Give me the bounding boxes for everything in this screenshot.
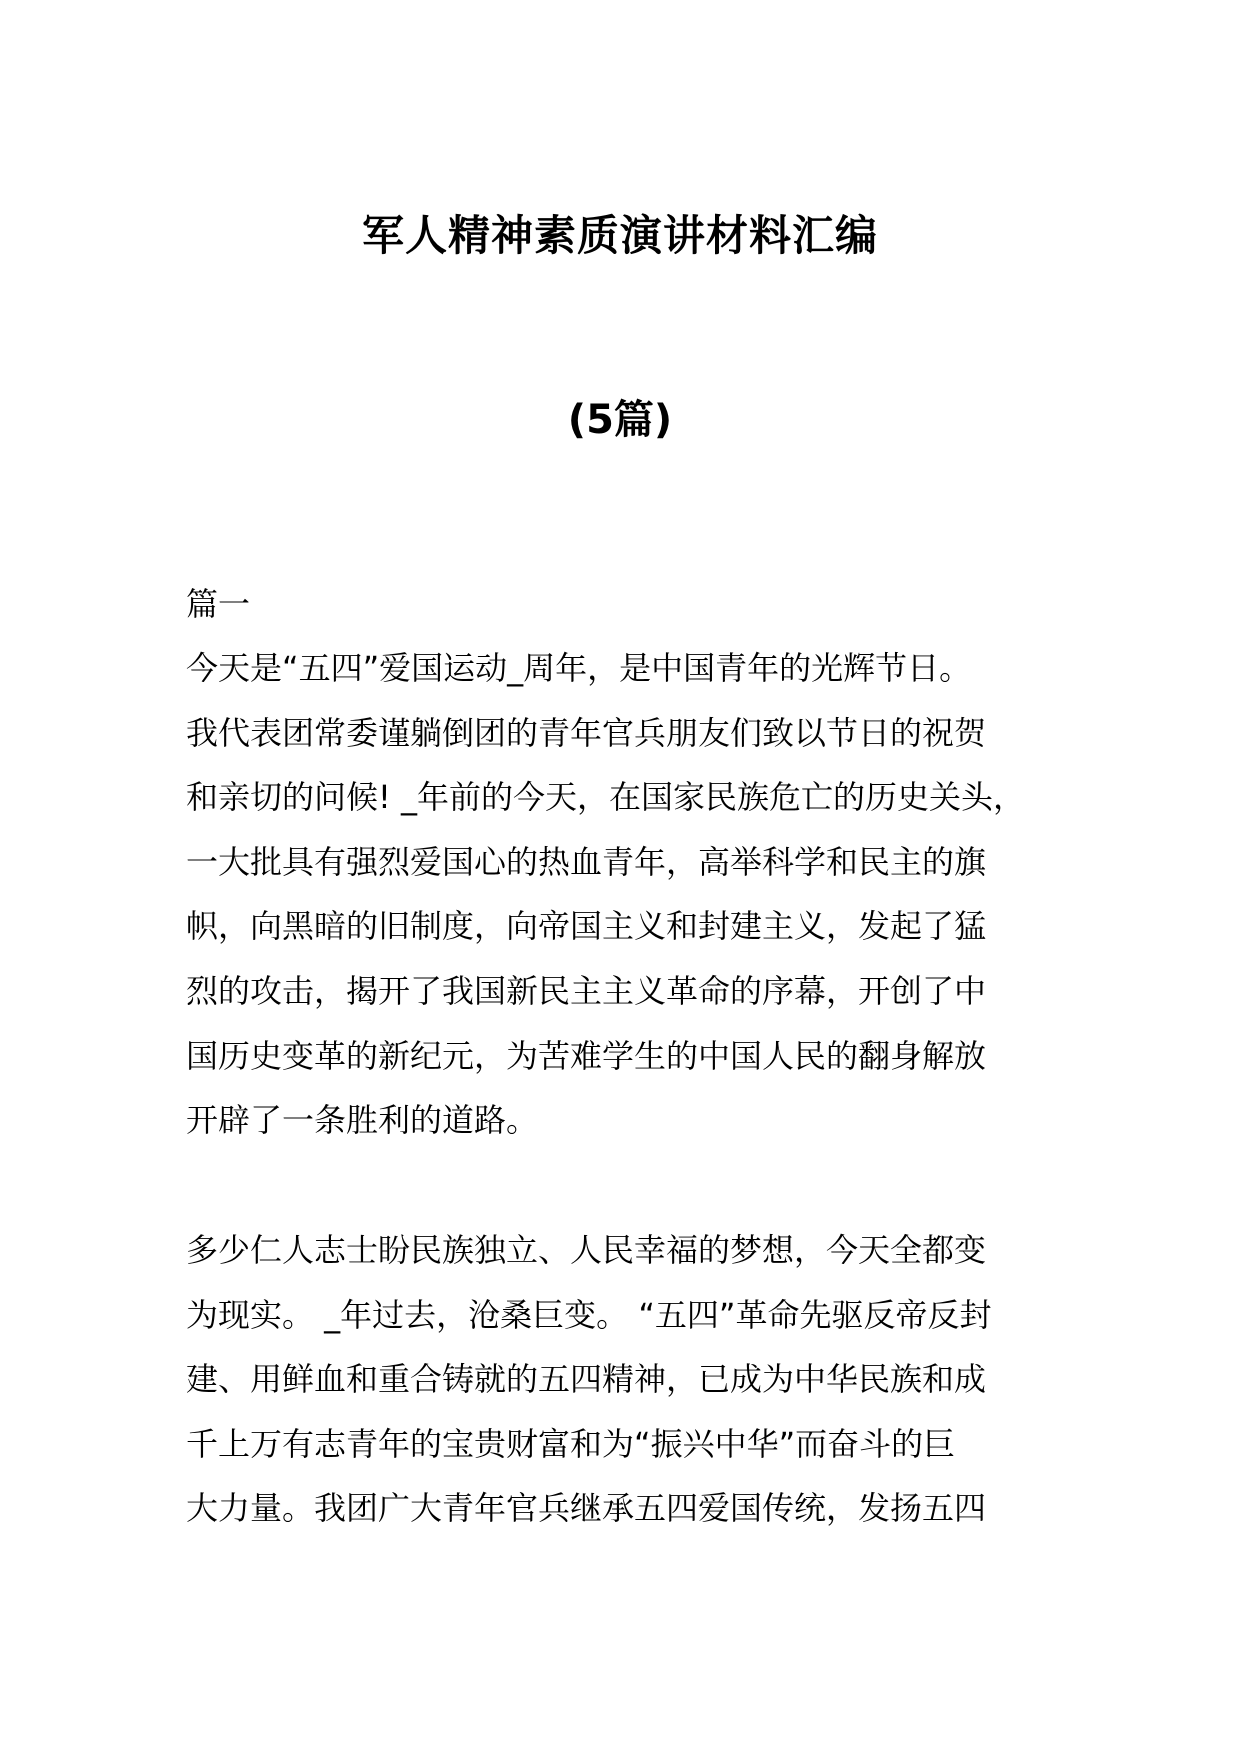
paragraph-line: 今天是“五四”爱国运动_周年，是中国青年的光辉节日。 <box>186 649 972 687</box>
document-subtitle: (5篇) <box>567 397 673 443</box>
paragraph-line: 多少仁人志士盼民族独立、人民幸福的梦想，今天全都变 <box>186 1231 987 1269</box>
paragraph-1 <box>186 636 1086 1153</box>
paragraph-2 <box>186 1218 1086 1541</box>
paragraph-line: 帜，向黑暗的旧制度，向帝国主义和封建主义，发起了猛 <box>186 907 987 946</box>
paragraph-line: 和亲切的问候! _年前的今天，在国家民族危亡的历史关头， <box>186 778 1026 817</box>
paragraph-line: 烈的攻击，揭开了我国新民主主义革命的序幕，开创了中 <box>186 971 987 1010</box>
document-title: 军人精神素质演讲材料汇编 <box>361 211 878 260</box>
paragraph-line: 大力量。我团广大青年官兵继承五四爱国传统，发扬五四 <box>186 1489 987 1528</box>
paragraph-line: 国历史变革的新纪元，为苦难学生的中国人民的翻身解放 <box>186 1036 987 1075</box>
paragraph-line: 建、用鲜血和重合铸就的五四精神，已成为中华民族和成 <box>186 1360 987 1399</box>
paragraph-line: 开辟了一条胜利的道路。 <box>186 1101 539 1140</box>
section-heading: 篇一 <box>186 585 251 623</box>
paragraph-line: 千上万有志青年的宝贵财富和为“振兴中华”而奋斗的巨 <box>186 1424 956 1463</box>
paragraph-line: 为现实。 _年过去，沧桑巨变。 “五四”革命先驱反帝反封 <box>186 1295 992 1334</box>
paragraph-line: 一大批具有强烈爱国心的热血青年，高举科学和民主的旗 <box>186 842 987 881</box>
paragraph-line: 我代表团常委谨躺倒团的青年官兵朋友们致以节日的祝贺 <box>186 713 987 752</box>
